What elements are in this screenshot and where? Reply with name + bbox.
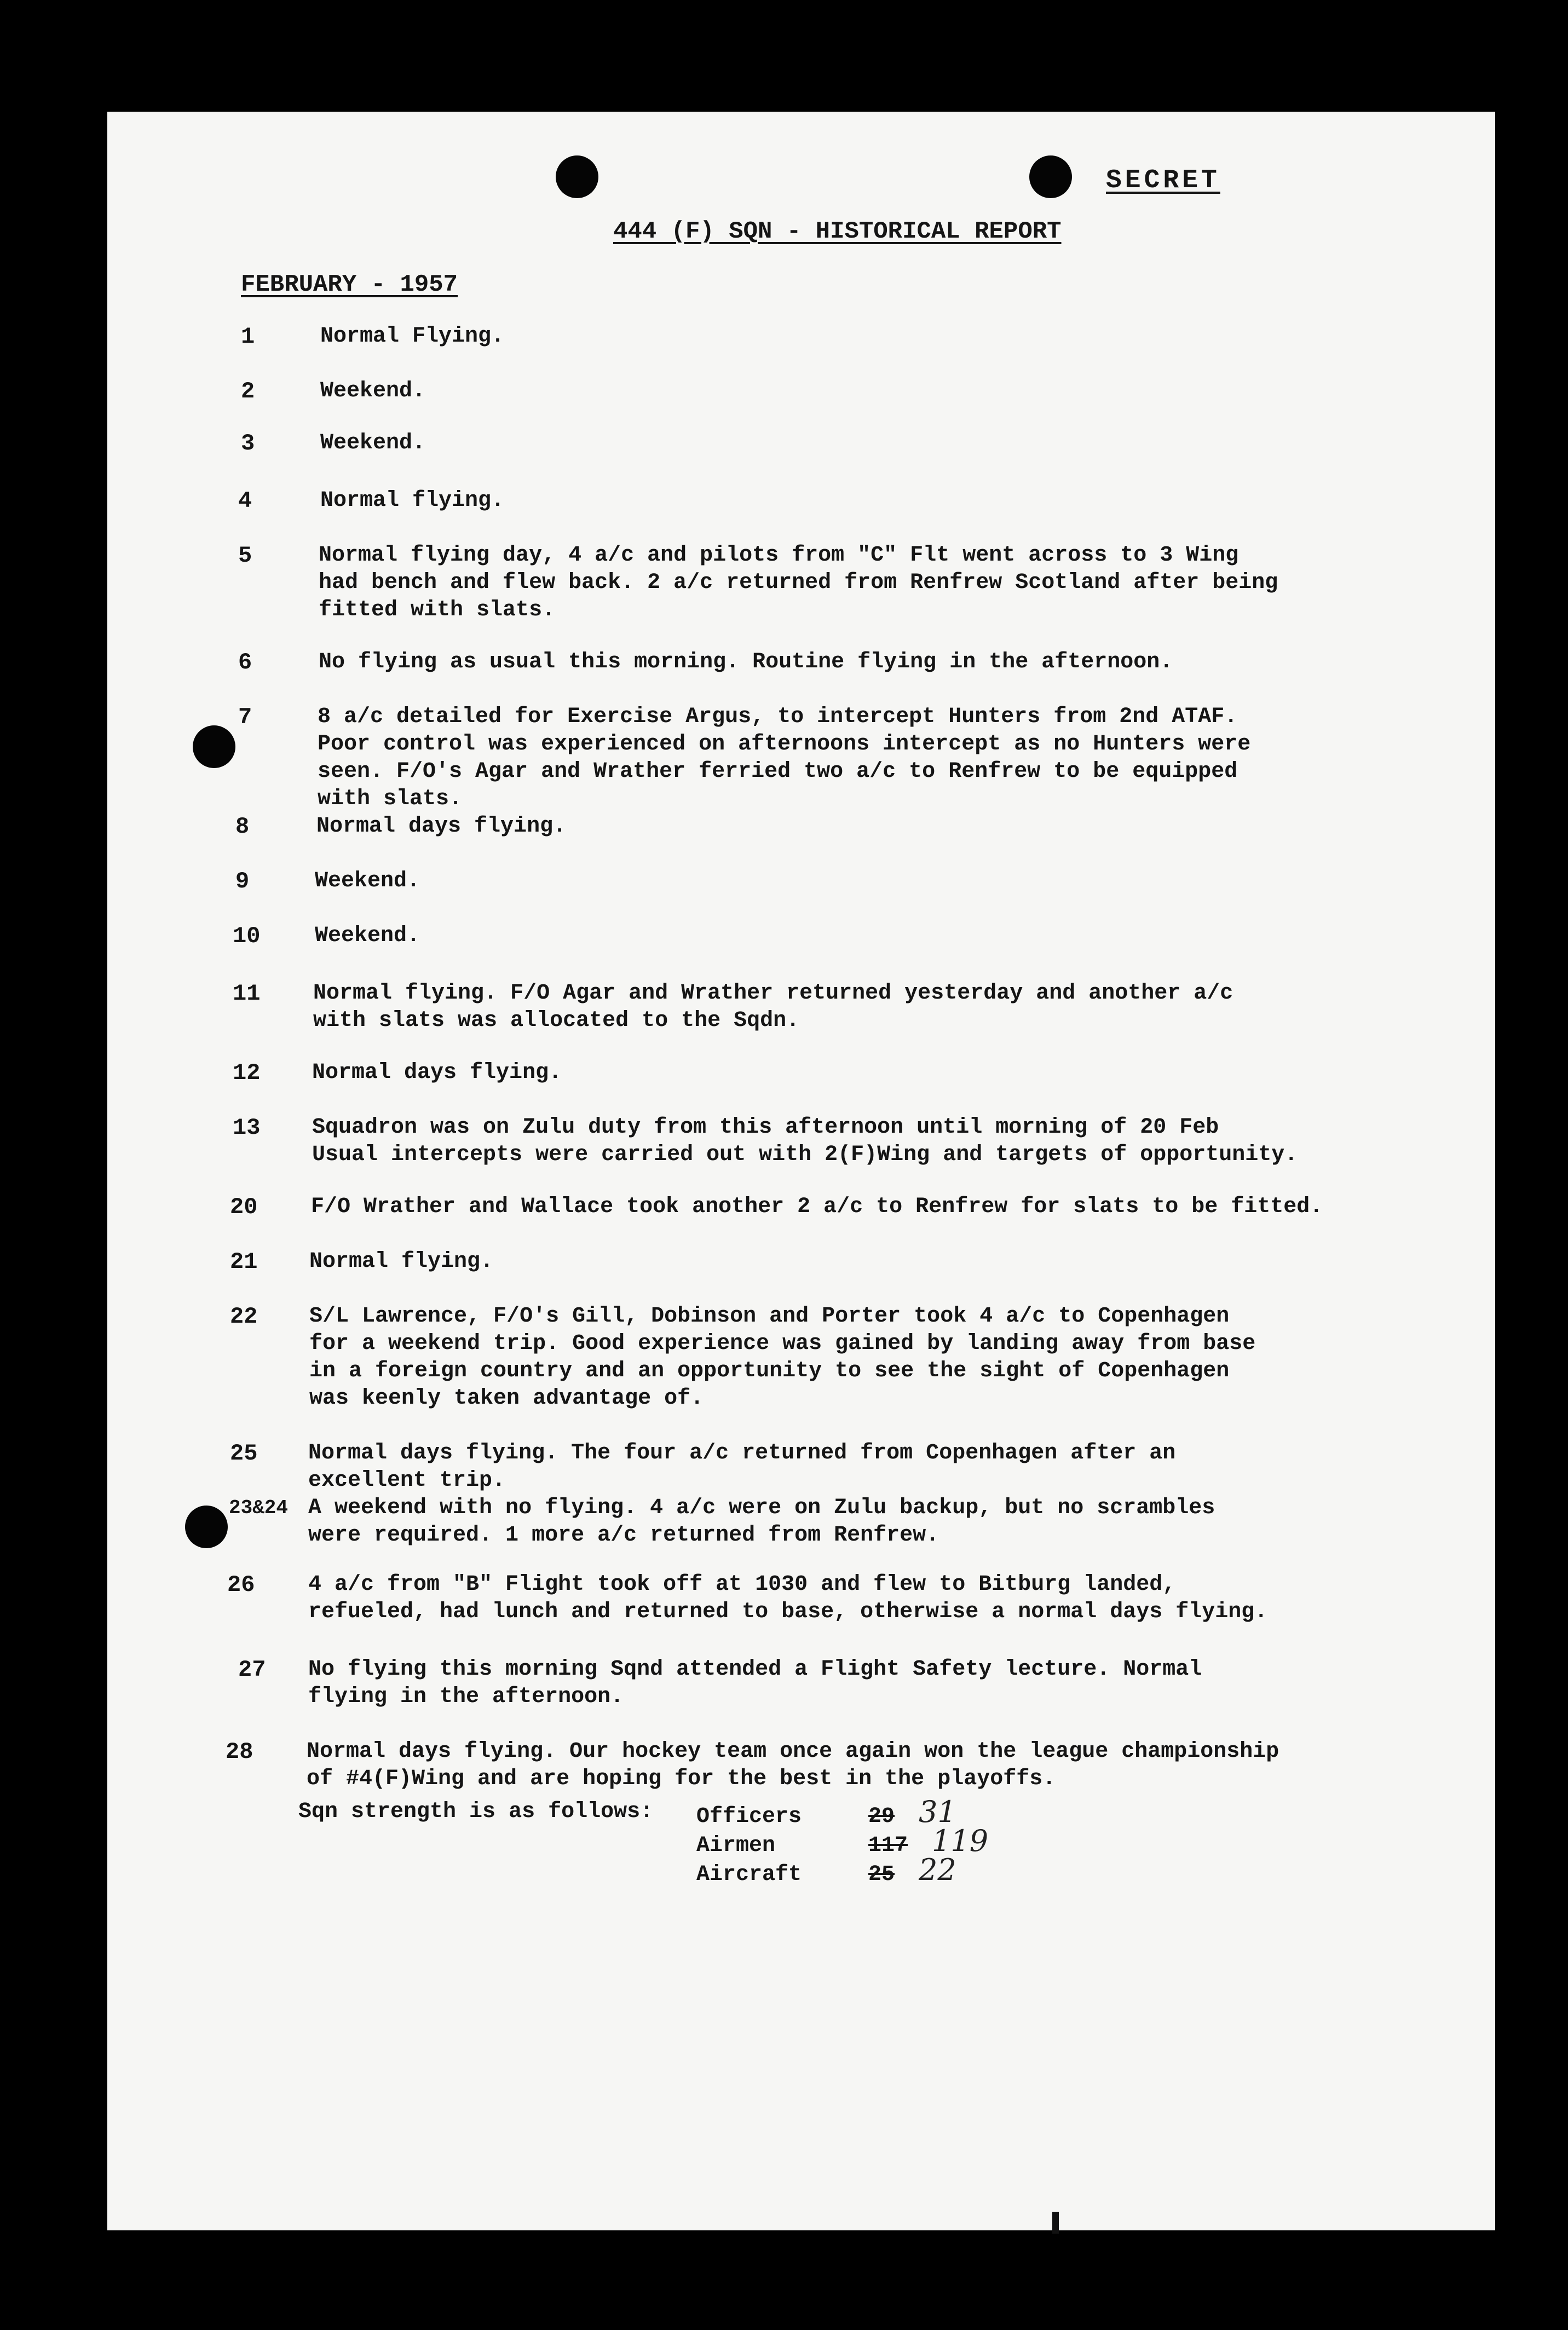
- entry-line: S/L Lawrence, F/O's Gill, Dobinson and Porter took 4 a/c to Copenhagen: [309, 1304, 1230, 1329]
- strength-category: Airmen: [696, 1833, 776, 1858]
- entry-day: 20: [230, 1194, 258, 1220]
- strength-label: Sqn strength is as follows:: [298, 1800, 654, 1824]
- entry-text: [320, 378, 425, 405]
- entry-line: Normal Flying.: [320, 324, 505, 349]
- entry-text: [308, 1571, 1267, 1626]
- entry-line: No flying this morning Sqnd attended a Flight Safety lecture. Normal: [308, 1657, 1202, 1682]
- entry-day: 21: [230, 1249, 258, 1275]
- entry-text: [320, 487, 504, 515]
- entry-text: [319, 542, 1278, 624]
- strength-handwritten-value: 119: [932, 1824, 989, 1858]
- entry-text: [315, 868, 420, 895]
- entry-day: 8: [235, 814, 250, 840]
- entry-line: 4 a/c from "B" Flight took off at 1030 and flew to Bitburg landed,: [308, 1572, 1176, 1597]
- entry-text: [312, 1114, 1298, 1169]
- entry-day: 7: [238, 704, 252, 730]
- entry-line: had bench and flew back. 2 a/c returned from Renfrew Scotland after being: [319, 570, 1278, 595]
- entry-text: [308, 1656, 1202, 1711]
- entry-line: Usual intercepts were carried out with 2(F)Wing and targets of opportunity.: [312, 1143, 1298, 1167]
- entry-line: Normal days flying.: [316, 814, 567, 839]
- entry-text: [319, 649, 1173, 676]
- entry-day: 12: [233, 1060, 261, 1086]
- classification-marking: SECRET: [1106, 166, 1220, 195]
- entry-day: 11: [233, 981, 261, 1007]
- entry-line: No flying as usual this morning. Routine flying in the afternoon.: [319, 650, 1173, 674]
- entry-day: 23&24: [229, 1497, 289, 1519]
- entry-line: Weekend.: [320, 431, 426, 455]
- entry-text: [307, 1738, 1279, 1793]
- entry-day: 10: [233, 923, 261, 949]
- entry-line: Normal flying day, 4 a/c and pilots from "C" Flt went across to 3 Wing: [319, 543, 1239, 568]
- entry-text: [311, 1193, 1323, 1221]
- entry-line: excellent trip.: [308, 1468, 506, 1493]
- entry-line: with slats.: [318, 787, 463, 811]
- strength-category: Officers: [696, 1804, 802, 1829]
- report-title: 444 (F) SQN - HISTORICAL REPORT: [613, 218, 1062, 245]
- strength-typed-value: 117: [868, 1833, 908, 1858]
- entry-line: Normal flying.: [309, 1249, 494, 1274]
- strength-typed-value: 29: [868, 1804, 895, 1829]
- entry-day: 25: [230, 1440, 258, 1467]
- entry-text: [315, 922, 420, 950]
- entry-text: [316, 813, 566, 840]
- punch-hole-left-upper: [193, 725, 235, 768]
- strength-category: Aircraft: [696, 1862, 802, 1887]
- entry-line: with slats was allocated to the Sqdn.: [313, 1008, 800, 1033]
- entry-day: 28: [226, 1739, 253, 1765]
- entry-line: in a foreign country and an opportunity to see the sight of Copenhagen: [309, 1359, 1230, 1383]
- entry-text: [320, 430, 425, 457]
- punch-hole-top-left: [556, 155, 598, 198]
- entry-text: [309, 1248, 493, 1276]
- entry-line: seen. F/O's Agar and Wrather ferried two a/c to Renfrew to be equipped: [318, 759, 1238, 784]
- strength-handwritten-value: 31: [919, 1795, 956, 1829]
- entry-line: 8 a/c detailed for Exercise Argus, to intercept Hunters from 2nd ATAF.: [318, 705, 1238, 729]
- entry-day: 4: [238, 488, 252, 514]
- entry-text: [308, 1495, 1215, 1549]
- entry-line: Normal days flying. Our hockey team once again won the league championship: [307, 1739, 1279, 1764]
- entry-line: Normal flying. F/O Agar and Wrather returned yesterday and another a/c: [313, 981, 1233, 1006]
- entry-day: 3: [241, 430, 255, 457]
- entry-day: 2: [241, 378, 255, 405]
- entry-line: Weekend.: [320, 379, 426, 403]
- entry-line: fitted with slats.: [319, 598, 556, 622]
- entry-line: of #4(F)Wing and are hoping for the best in the playoffs.: [307, 1767, 1056, 1791]
- punch-hole-top-right: [1029, 155, 1072, 198]
- strength-row-officers: [696, 1795, 956, 1831]
- entry-text: [318, 703, 1250, 813]
- paper-mark: [1052, 2212, 1059, 2234]
- entry-day: 27: [238, 1657, 266, 1683]
- entry-day: 1: [241, 324, 255, 350]
- strength-row-aircraft: [696, 1853, 956, 1889]
- entry-line: flying in the afternoon.: [308, 1685, 624, 1709]
- entry-line: A weekend with no flying. 4 a/c were on Zulu backup, but no scrambles: [308, 1496, 1215, 1520]
- strength-handwritten-value: 22: [919, 1853, 956, 1887]
- entry-line: Weekend.: [315, 869, 420, 893]
- entry-line: Normal days flying. The four a/c returned from Copenhagen after an: [308, 1441, 1176, 1466]
- entry-text: [313, 980, 1233, 1035]
- entry-line: were required. 1 more a/c returned from Renfrew.: [308, 1523, 939, 1548]
- entry-line: F/O Wrather and Wallace took another 2 a/c to Renfrew for slats to be fitted.: [311, 1195, 1323, 1219]
- entry-text: [312, 1059, 562, 1087]
- entry-line: refueled, had lunch and returned to base, otherwise a normal days flying.: [308, 1600, 1268, 1624]
- entry-line: Poor control was experienced on afternoons intercept as no Hunters were: [318, 732, 1251, 757]
- report-month: FEBRUARY - 1957: [241, 271, 458, 298]
- entry-text: [320, 323, 504, 350]
- entry-text: [308, 1440, 1175, 1495]
- entry-day: 13: [233, 1115, 261, 1141]
- entry-text: [309, 1303, 1255, 1412]
- entry-day: 9: [235, 868, 250, 895]
- entry-day: 5: [238, 543, 252, 569]
- punch-hole-left-lower: [185, 1506, 228, 1548]
- entry-line: Weekend.: [315, 924, 420, 948]
- entry-line: Squadron was on Zulu duty from this afternoon until morning of 20 Feb: [312, 1115, 1219, 1140]
- entry-day: 26: [227, 1572, 255, 1598]
- entry-line: was keenly taken advantage of.: [309, 1386, 704, 1411]
- entry-day: 6: [238, 649, 252, 676]
- entry-line: Normal days flying.: [312, 1060, 562, 1085]
- entry-line: Normal flying.: [320, 488, 505, 513]
- entry-day: 22: [230, 1304, 258, 1330]
- entry-line: for a weekend trip. Good experience was gained by landing away from base: [309, 1331, 1256, 1356]
- paper-sheet: [107, 112, 1495, 2230]
- strength-typed-value: 25: [868, 1862, 895, 1887]
